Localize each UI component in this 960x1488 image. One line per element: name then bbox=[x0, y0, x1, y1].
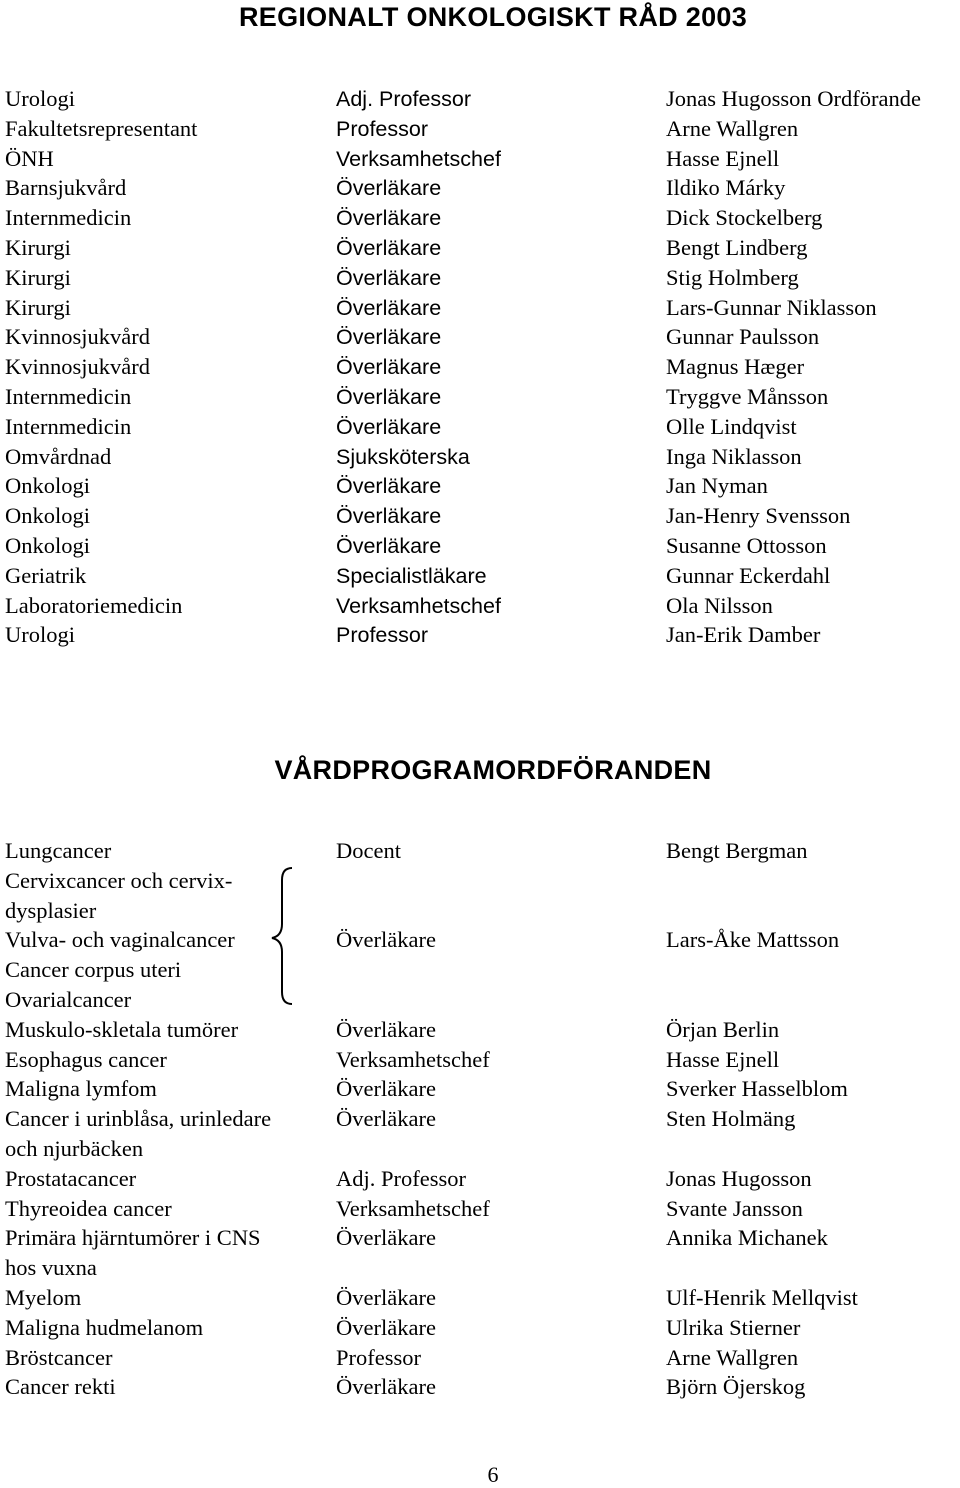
area-cell: Kirurgi bbox=[5, 264, 71, 290]
name-cell: Ola Nilsson bbox=[666, 592, 773, 618]
area-cell: Internmedicin bbox=[5, 413, 132, 439]
council-heading: REGIONALT ONKOLOGISKT RÅD 2003 bbox=[238, 2, 748, 32]
name-cell: Sten Holmäng bbox=[666, 1106, 796, 1132]
table-row bbox=[0, 471, 960, 501]
name-cell: Jonas Hugosson bbox=[666, 1165, 812, 1191]
name-cell: Hasse Ejnell bbox=[666, 145, 780, 171]
name-cell: Örjan Berlin bbox=[666, 1016, 780, 1042]
name-cell: Ildiko Márky bbox=[666, 175, 786, 201]
title-cell: Docent bbox=[336, 838, 401, 863]
title-cell: Överläkare bbox=[336, 414, 442, 439]
area-cell: Fakultetsrepresentant bbox=[5, 115, 198, 141]
area-cell: Internmedicin bbox=[5, 384, 132, 409]
area-cell: Ovarialcancer bbox=[5, 987, 132, 1012]
title-cell: Överläkare bbox=[336, 1314, 436, 1340]
area-cell: Prostatacancer bbox=[5, 1165, 137, 1191]
area-cell: Cervixcancer och cervix- bbox=[5, 867, 233, 893]
table-row bbox=[0, 293, 960, 323]
area-cell: Lungcancer bbox=[5, 838, 112, 863]
area-cell: Kvinnosjukvård bbox=[5, 324, 150, 350]
title-cell: Adj. Professor bbox=[336, 1165, 466, 1191]
title-cell: Överläkare bbox=[336, 1285, 436, 1310]
title-cell: Överläkare bbox=[336, 1225, 436, 1251]
name-cell: Stig Holmberg bbox=[666, 264, 799, 290]
title-cell: Överläkare bbox=[336, 534, 442, 558]
area-cell: och njurbäcken bbox=[5, 1136, 144, 1161]
area-cell: Geriatrik bbox=[5, 562, 87, 588]
area-cell: Thyreoidea cancer bbox=[5, 1195, 172, 1221]
table-row bbox=[0, 1253, 960, 1283]
title-cell: Verksamhetschef bbox=[336, 146, 501, 171]
page-number: 6 bbox=[487, 1462, 499, 1487]
table-row bbox=[0, 836, 960, 866]
name-cell: Jonas Hugosson Ordförande bbox=[666, 86, 921, 111]
title-cell: Överläkare bbox=[336, 1106, 436, 1132]
table-row bbox=[0, 173, 960, 203]
table-row bbox=[0, 203, 960, 233]
name-cell: Lars-Gunnar Niklasson bbox=[666, 294, 877, 320]
title-cell: Adj. Professor bbox=[336, 87, 472, 111]
title-cell: Överläkare bbox=[336, 236, 442, 260]
title-cell: Verksamhetschef bbox=[336, 1046, 490, 1072]
area-cell: Kirurgi bbox=[5, 294, 71, 320]
table-row bbox=[0, 1223, 960, 1253]
table-row bbox=[0, 1074, 960, 1104]
title-cell: Överläkare bbox=[336, 295, 442, 320]
table-row bbox=[0, 1283, 960, 1313]
title-cell: Specialistläkare bbox=[336, 563, 487, 588]
name-cell: Annika Michanek bbox=[666, 1225, 828, 1251]
title-cell: Överläkare bbox=[336, 927, 436, 953]
title-cell: Överläkare bbox=[336, 176, 442, 201]
name-cell: Bengt Bergman bbox=[666, 838, 808, 863]
name-cell: Magnus Hæger bbox=[666, 354, 805, 380]
name-cell: Inga Niklasson bbox=[666, 443, 802, 469]
name-cell: Jan Nyman bbox=[666, 473, 768, 499]
area-cell: Bröstcancer bbox=[5, 1344, 113, 1370]
name-cell: Svante Jansson bbox=[666, 1195, 803, 1221]
area-cell: Internmedicin bbox=[5, 205, 132, 231]
name-cell: Jan-Erik Damber bbox=[666, 622, 821, 648]
name-cell: Gunnar Paulsson bbox=[666, 324, 820, 350]
area-cell: ÖNH bbox=[5, 145, 54, 171]
name-cell: Gunnar Eckerdahl bbox=[666, 562, 831, 588]
name-cell: Tryggve Månsson bbox=[666, 384, 829, 409]
name-cell: Bengt Lindberg bbox=[666, 235, 808, 260]
name-cell: Olle Lindqvist bbox=[666, 413, 797, 439]
area-cell: Laboratoriemedicin bbox=[5, 592, 183, 618]
table-row bbox=[0, 1134, 960, 1164]
area-cell: Urologi bbox=[5, 622, 75, 648]
table-row bbox=[0, 1015, 960, 1045]
table-row bbox=[0, 531, 960, 561]
name-cell: Jan-Henry Svensson bbox=[666, 503, 851, 529]
area-cell: Urologi bbox=[5, 86, 75, 111]
title-cell: Professor bbox=[336, 116, 429, 141]
title-cell: Verksamhetschef bbox=[336, 1195, 490, 1221]
program-chairs-heading: VÅRDPROGRAMORDFÖRANDEN bbox=[274, 755, 712, 785]
table-row bbox=[0, 352, 960, 382]
name-cell: Hasse Ejnell bbox=[666, 1046, 780, 1072]
area-cell: Primära hjärntumörer i CNS bbox=[5, 1225, 261, 1251]
name-cell: Lars-Åke Mattsson bbox=[666, 927, 840, 953]
title-cell: Verksamhetschef bbox=[336, 593, 501, 618]
area-cell: Onkologi bbox=[5, 533, 91, 558]
table-row bbox=[0, 322, 960, 352]
table-row bbox=[0, 561, 960, 591]
title-cell: Sjuksköterska bbox=[336, 444, 470, 469]
table-row bbox=[0, 925, 960, 955]
curly-brace-icon bbox=[268, 866, 308, 1006]
table-row bbox=[0, 1104, 960, 1134]
name-cell: Dick Stockelberg bbox=[666, 205, 823, 231]
area-cell: Kvinnosjukvård bbox=[5, 354, 150, 380]
table-row bbox=[0, 1045, 960, 1075]
table-row bbox=[0, 114, 960, 144]
title-cell: Professor bbox=[336, 1344, 421, 1370]
table-row bbox=[0, 985, 960, 1015]
area-cell: Esophagus cancer bbox=[5, 1046, 167, 1072]
title-cell: Överläkare bbox=[336, 355, 442, 380]
title-cell: Överläkare bbox=[336, 325, 442, 350]
table-row bbox=[0, 263, 960, 293]
area-cell: Omvårdnad bbox=[5, 443, 112, 469]
name-cell: Ulf-Henrik Mellqvist bbox=[666, 1285, 858, 1310]
area-cell: hos vuxna bbox=[5, 1255, 97, 1281]
title-cell: Överläkare bbox=[336, 1076, 436, 1102]
area-cell: Vulva- och vaginalcancer bbox=[5, 927, 235, 953]
table-row bbox=[0, 382, 960, 412]
area-cell: Kirurgi bbox=[5, 235, 71, 260]
name-cell: Sverker Hasselblom bbox=[666, 1076, 848, 1102]
name-cell: Ulrika Stierner bbox=[666, 1314, 801, 1340]
area-cell: Muskulo-skletala tumörer bbox=[5, 1016, 239, 1042]
title-cell: Överläkare bbox=[336, 1374, 436, 1400]
table-row bbox=[0, 84, 960, 114]
title-cell: Överläkare bbox=[336, 265, 442, 290]
table-row bbox=[0, 442, 960, 472]
area-cell: Maligna hudmelanom bbox=[5, 1314, 204, 1340]
table-row bbox=[0, 1343, 960, 1373]
name-cell: Arne Wallgren bbox=[666, 115, 799, 141]
table-row bbox=[0, 620, 960, 650]
area-cell: Cancer rekti bbox=[5, 1374, 116, 1400]
table-row bbox=[0, 955, 960, 985]
title-cell: Överläkare bbox=[336, 504, 442, 529]
area-cell: dysplasier bbox=[5, 897, 97, 923]
area-cell: Barnsjukvård bbox=[5, 175, 127, 201]
area-cell: Maligna lymfom bbox=[5, 1076, 157, 1102]
area-cell: Onkologi bbox=[5, 473, 91, 499]
table-row bbox=[0, 233, 960, 263]
table-row bbox=[0, 896, 960, 926]
name-cell: Arne Wallgren bbox=[666, 1344, 799, 1370]
title-cell: Överläkare bbox=[336, 474, 442, 499]
table-row bbox=[0, 412, 960, 442]
table-row bbox=[0, 1372, 960, 1402]
title-cell: Överläkare bbox=[336, 1016, 436, 1042]
name-cell: Björn Öjerskog bbox=[666, 1374, 806, 1400]
table-row bbox=[0, 1164, 960, 1194]
title-cell: Professor bbox=[336, 623, 429, 648]
name-cell: Susanne Ottosson bbox=[666, 533, 827, 558]
table-row bbox=[0, 591, 960, 621]
area-cell: Onkologi bbox=[5, 503, 91, 529]
area-cell: Cancer i urinblåsa, urinledare bbox=[5, 1106, 272, 1132]
title-cell: Överläkare bbox=[336, 385, 442, 409]
title-cell: Överläkare bbox=[336, 206, 442, 231]
area-cell: Myelom bbox=[5, 1285, 82, 1310]
table-row bbox=[0, 1313, 960, 1343]
table-row bbox=[0, 144, 960, 174]
area-cell: Cancer corpus uteri bbox=[5, 957, 182, 983]
table-row bbox=[0, 1194, 960, 1224]
table-row bbox=[0, 866, 960, 896]
table-row bbox=[0, 501, 960, 531]
